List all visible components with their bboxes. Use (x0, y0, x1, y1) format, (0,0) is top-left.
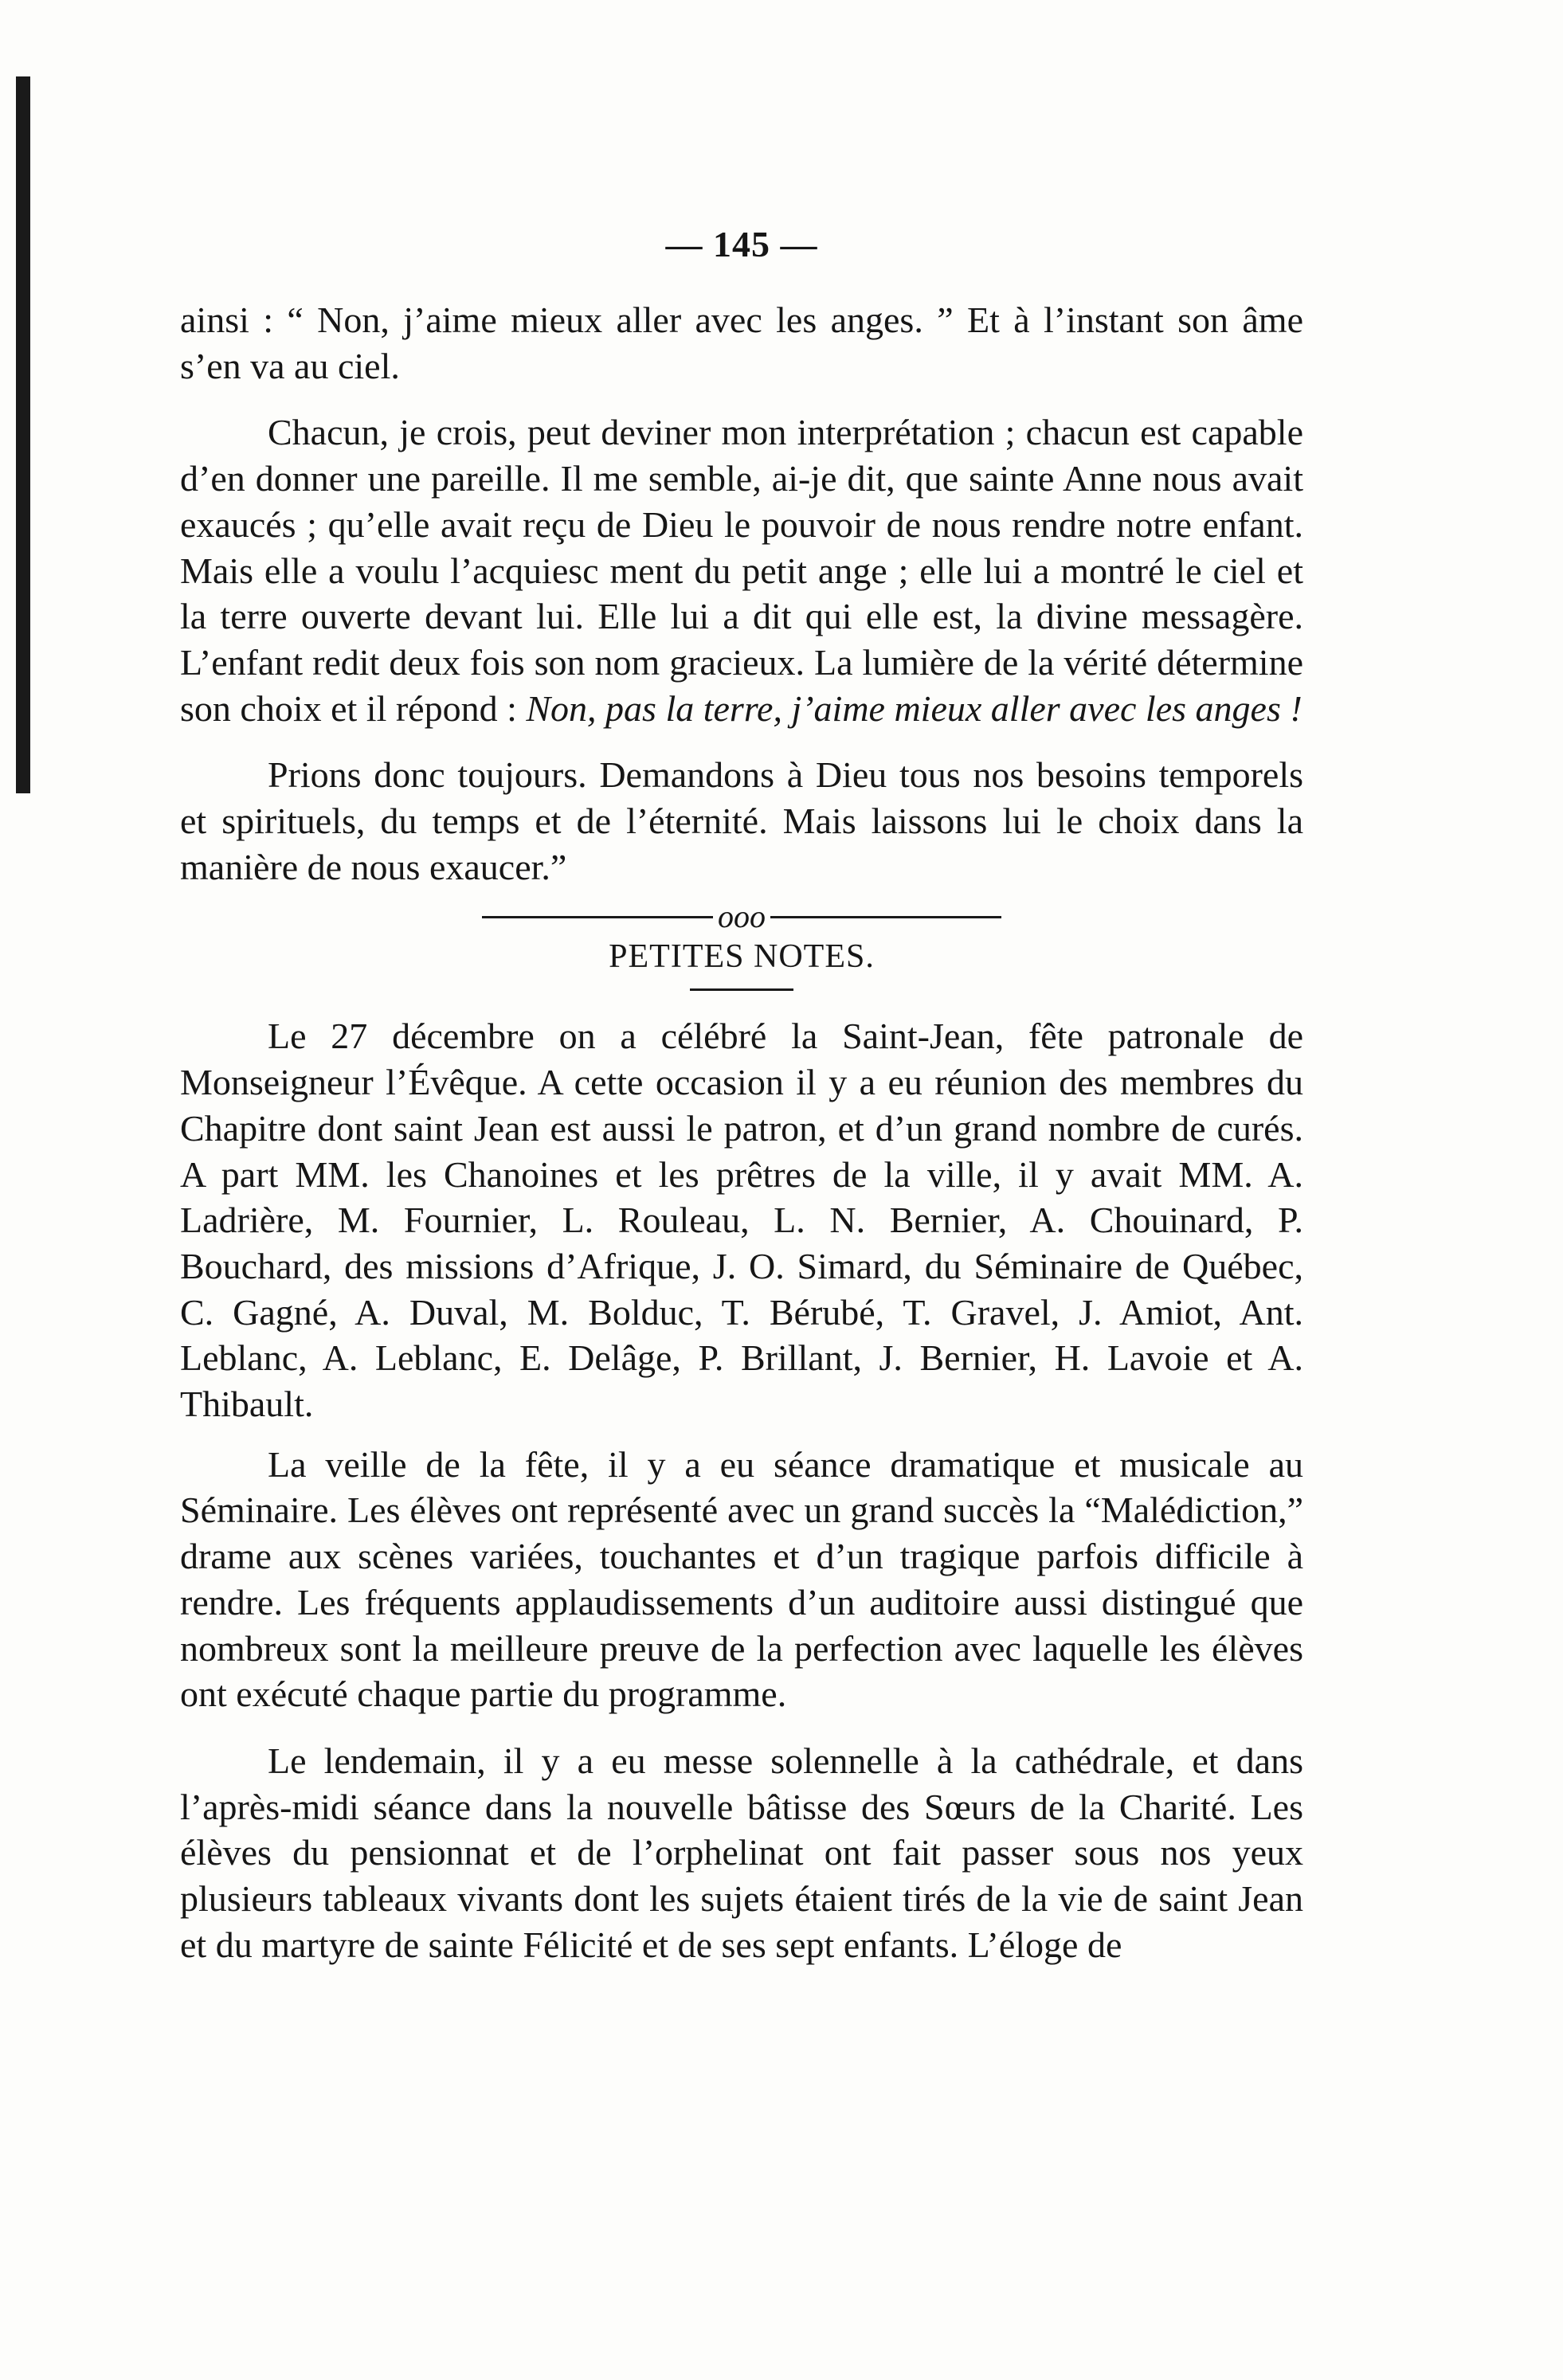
section-title: PETITES NOTES. (609, 938, 875, 976)
paragraph-gap (180, 1717, 1303, 1738)
section-separator (180, 898, 1303, 935)
paragraph-gap (180, 389, 1303, 409)
page-number: — 145 — (665, 224, 818, 264)
paragraph-interpretation-text: Chacun, je crois, peut deviner mon interprétation ; chacun est capable d’en donner une pareille. Il me semble, ai-je dit, que sainte Anne nous avait exaucés ; qu’elle avait reçu de Dieu le pouvoir de nous rendre notre enfant. Mais elle a voulu l’acquiesc ment du petit ange ; elle lui a montré le ciel et la terre ouverte devant lui. Elle lui a dit qui elle est, la divine messagère. L’enfant redit deux fois son nom gracieux. La lumière de la vérité détermine son choix et il répond : (180, 412, 1303, 729)
paragraph-gap (180, 731, 1303, 752)
separator-line-right (770, 916, 1001, 918)
note-seance-dramatique: La veille de la fête, il y a eu séance dramatique et musicale au Séminaire. Les élèves ont représenté avec un grand succès la “Malédiction,” drame aux scènes variées, touchantes et d’un tragique parfois difficile à rendre. Les fréquents applaudissements d’un auditoire aussi distingué que nombreux sont la meilleure preuve de la perfection avec laquelle les élèves ont exécuté chaque partie du programme. (180, 1443, 1303, 1715)
paragraph-prayer: Prions donc toujours. Demandons à Dieu tous nos besoins temporels et spirituels, du temps et de l’éternité. Mais laissons lui le choix dans la manière de nous exaucer.” (180, 754, 1303, 887)
title-underline (690, 988, 793, 991)
separator-line-left (482, 916, 713, 918)
note-lendemain: Le lendemain, il y a eu messe solennelle à la cathédrale, et dans l’après-midi séance dans la nouvelle bâtisse des Sœurs de la Charité. Les élèves du pensionnat et de l’orphelinat ont fait passer sous nos yeux plusieurs tableaux vivants dont les sujets étaient tirés de la vie de saint Jean et du martyre de sainte Félicité et de ses sept enfants. L’éloge de (180, 1740, 1303, 1965)
scan-binding-edge (16, 76, 30, 793)
quoted-reply: Non, pas la terre, j’aime mieux aller avec les anges ! (526, 687, 1302, 729)
separator-mark: ooo (718, 898, 766, 935)
paragraph-gap (180, 1427, 1303, 1442)
paragraph-continuation: ainsi : “ Non, j’aime mieux aller avec les anges. ” Et à l’instant son âme s’en va au ciel. (180, 299, 1303, 386)
note-saint-jean: Le 27 décembre on a célébré la Saint-Jean, fête patronale de Monseigneur l’Évêque. A cette occasion il y a eu réunion des membres du Chapitre dont saint Jean est aussi le patron, et d’un grand nombre de curés. A part MM. les Chanoines et les prêtres de la ville, il y avait MM. A. Ladrière, M. Fournier, L. Rouleau, L. N. Bernier, A. Chouinard, P. Bouchard, des missions d’Afrique, J. O. Simard, du Séminaire de Québec, C. Gagné, A. Duval, M. Bolduc, T. Bérubé, T. Gravel, J. Amiot, Ant. Leblanc, A. Leblanc, E. Delâge, P. Brillant, J. Bernier, H. Lavoie et A. Thibault. (180, 1016, 1303, 1425)
paragraph-interpretation (180, 409, 1303, 731)
document-page (180, 223, 1303, 1968)
